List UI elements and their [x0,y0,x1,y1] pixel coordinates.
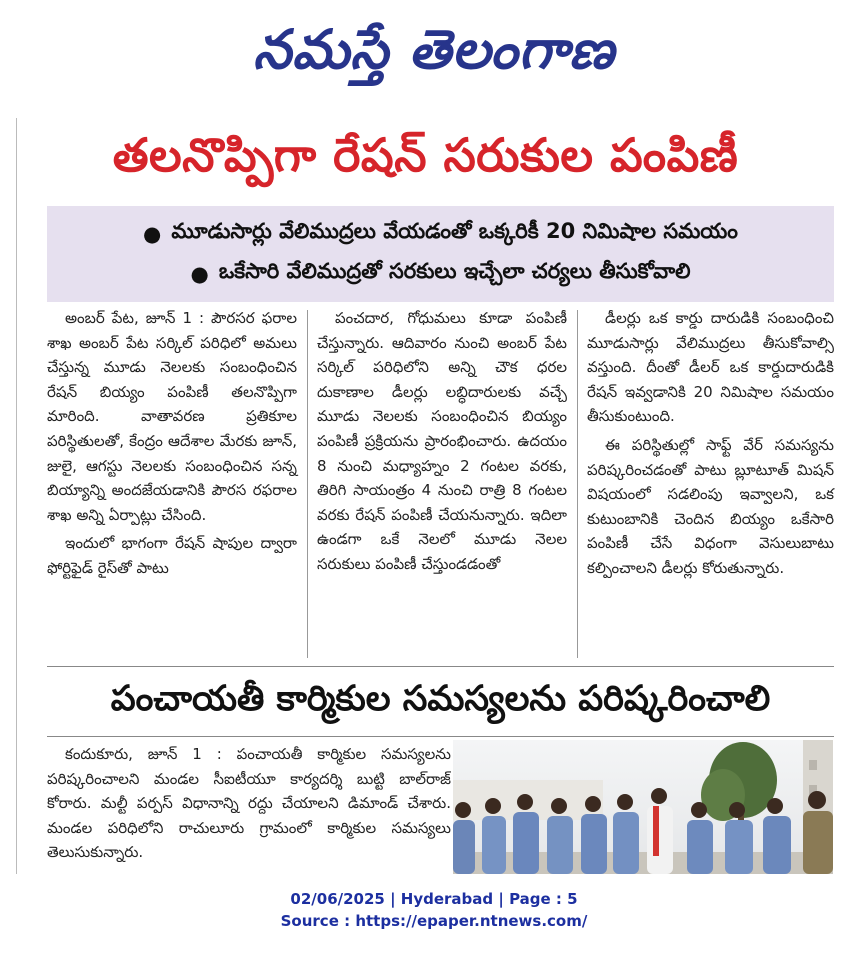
article2-body [47,742,451,874]
bullet-icon: ● [143,222,162,246]
subheadline-box [47,206,834,302]
section-divider [47,666,834,667]
column-2 [317,306,567,662]
column-1 [47,306,297,662]
page-footer [0,888,868,932]
paragraph: కందుకూరు, జూన్ 1 : పంచాయతీ కార్మికుల సమస్యలను పరిష్కరించాలని మండల సీఐటీయూ కార్యదర్శి బుట్టి బాల్‌రాజ్ కోరారు. మల్టీ పర్పస్ విధానాన్ని రద్దు చేయాలని డిమాండ్ చేశారు. మండల పరిధిలోని రాచులూరు గ్రామంలో కార్మికుల సమస్యలు తెలుసుకున్నారు. [47,745,451,862]
footer-dateline: 02/06/2025 | Hyderabad | Page : 5 [290,890,578,908]
paragraph: ఇందులో భాగంగా రేషన్ షాపుల ద్వారా ఫోర్టిఫైడ్ రైస్‌తో పాటు [47,534,297,577]
paragraph: అంబర్ పేట, జూన్ 1 : పౌరసర ఫరాల శాఖ అంబర్ పేట సర్కిల్ పరిధిలో అమలు చేస్తున్న మూడు నెలలకు సంబంధించిన రేషన్ బియ్యం పంపిణీ తలనొప్పిగా మారింది. వాతావరణ ప్రతికూల పరిస్థితులతో, కేంద్రం ఆదేశాల మేరకు జూన్, జులై, ఆగస్టు నెలలకు సంబంధించిన సన్న బియ్యాన్ని అందజేయడానికి పౌరస రఫరాల శాఖ అన్ని ఏర్పాట్లు చేసింది. [47,309,297,524]
article-headline: తలనొప్పిగా రేషన్ సరుకుల పంపిణీ [112,128,739,182]
subheadline-1: ● మూడుసార్లు వేలిముద్రలు వేయడంతో ఒక్కరికీ 20 నిమిషాల సమయం [143,219,738,246]
footer-source: Source : https://epaper.ntnews.com/ [280,912,588,930]
paragraph: ఈ పరిస్థితుల్లో సాఫ్ట్ వేర్ సమస్యను పరిష్కరించడంతో పాటు బ్లూటూత్ మిషన్ విషయంలో సడలింపు ఇవ్వాలని, ఒక కుటుంబానికి చెందిన బియ్యం ఒకేసారి పంపిణీ చేసే విధంగా వెసులుబాటు కల్పించాలని డీలర్లు కోరుతున్నారు. [587,435,834,577]
paragraph: పంచదార, గోధుమలు కూడా పంపిణీ చేస్తున్నారు. ఆదివారం నుంచి అంబర్ పేట సర్కిల్ పరిధిలోని అన్ని చౌక ధరల దుకాణాల డీలర్లు లబ్ధిదారులకు వచ్చే మూడు నెలలకు సంబంధించిన బియ్యం పంపిణీ ప్రక్రియను ప్రారంభించారు. ఉదయం 8 నుంచి మధ్యాహ్నం 2 గంటల వరకు, తిరిగి సాయంత్రం 4 నుంచి రాత్రి 8 గంటల వరకు రేషన్ పంపిణీ చేయనున్నారు. ఇదిలా ఉండగా ఒకే నెలలో మూడు నెలల సరుకులు పంపిణీ చేస్తుండడంతో [317,309,567,573]
paragraph: డీలర్లు ఒక కార్డు దారుడికి సంబంధించి మూడుసార్లు వేలిముద్రలు తీసుకోవాల్సి వస్తుంది. దీంతో డీలర్ ఒక కార్డుదారుడికి రేషన్ ఇవ్వడానికి 20 నిమిషాల సమయం తీసుకుంటుంది. [587,309,834,426]
article2-headline: పంచాయతీ కార్మికుల సమస్యలను పరిష్కరించాలి [110,679,771,719]
masthead-title: నమస్తే తెలంగాణ [253,17,615,81]
column-3 [587,306,834,662]
masthead [0,0,868,112]
subheadline-2: ● ఒకేసారి వేలిముద్రతో సరకులు ఇచ్చేలా చర్యలు తీసుకోవాలి [190,259,691,286]
news-clipping [16,118,834,874]
workers-photo [453,740,833,874]
section-divider [47,736,834,737]
column-divider [307,310,308,658]
bullet-icon: ● [190,262,209,286]
column-divider [577,310,578,658]
article-columns [47,306,834,662]
